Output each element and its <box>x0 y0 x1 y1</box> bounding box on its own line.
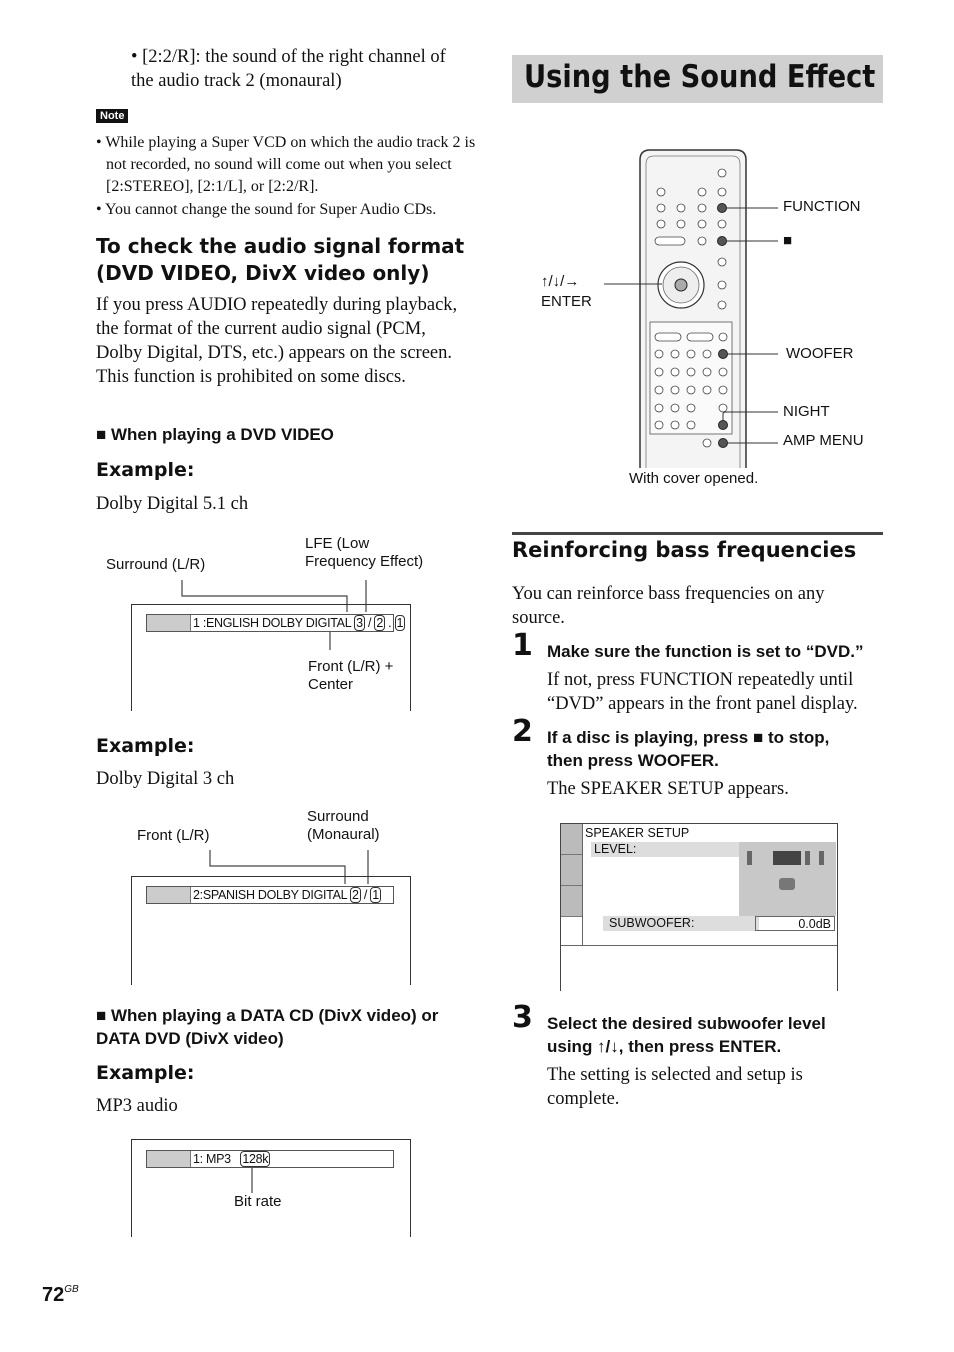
label-amp-menu: AMP MENU <box>783 432 864 449</box>
step-title-3: Select the desired subwoofer level using ↑/↓, then press ENTER. <box>547 1014 826 1056</box>
section-heading: Reinforcing bass frequencies <box>512 538 857 562</box>
step-title-2: If a disc is playing, press ■ to stop, then press WOOFER. <box>547 728 830 770</box>
speaker-diagram <box>739 842 836 916</box>
label-bit-rate: Bit rate <box>234 1193 282 1210</box>
example-caption-1: Dolby Digital 5.1 ch <box>96 494 249 514</box>
remote-caption: With cover opened. <box>629 470 759 487</box>
label-surround-lr: Surround (L/R) <box>106 556 206 573</box>
osd-text-1: 1 :ENGLISH DOLBY DIGITAL 3 / 2 . 1 <box>193 616 404 630</box>
section-rule <box>512 532 883 535</box>
subheading-data-cd: ■ When playing a DATA CD (DivX video) or DATA DVD (DivX video) <box>96 1006 439 1048</box>
menu-icon-strip <box>561 824 583 945</box>
paragraph-audio: If you press AUDIO repeatedly during playback, the format of the current audio signal (PCM, Dolby Digital, DTS, etc.) appears on the screen. This function is prohibited on some discs. <box>96 295 458 387</box>
note-badge: Note <box>96 109 128 123</box>
step-body-2: The SPEAKER SETUP appears. <box>547 779 789 799</box>
intro-text: You can reinforce bass frequencies on any source. <box>512 584 825 628</box>
bitrate-value: 128k <box>242 1152 269 1166</box>
label-lfe: LFE (Low Frequency Effect) <box>305 535 424 570</box>
note-item-super-audio: • You cannot change the sound for Super Audio CDs. <box>96 201 437 218</box>
subwoofer-row: SUBWOOFER: <box>603 916 759 931</box>
subwoofer-value: 0.0dB <box>755 916 835 931</box>
page-title: Using the Sound Effect <box>524 59 876 95</box>
step-number-3: 3 <box>512 1000 533 1035</box>
step-number-2: 2 <box>512 714 533 749</box>
label-woofer: WOOFER <box>786 345 854 362</box>
level-row: LEVEL: <box>591 842 742 857</box>
label-front-lr: Front (L/R) <box>137 827 210 844</box>
example-label-2: Example: <box>96 735 195 757</box>
label-function: FUNCTION <box>783 198 861 215</box>
example-label-3: Example: <box>96 1062 195 1084</box>
osd-text-2: 2:SPANISH DOLBY DIGITAL 2 / 1 <box>193 888 379 902</box>
note-item-super-vcd: • While playing a Super VCD on which the audio track 2 is not recorded, no sound will come out when you select [2:STEREO], [2:1/L], or [2:2/R]. <box>96 134 476 195</box>
label-arrows: ↑/↓/→ <box>541 273 580 290</box>
label-night: NIGHT <box>783 403 830 420</box>
speaker-setup-screen <box>560 823 838 991</box>
example-caption-3: MP3 audio <box>96 1096 178 1116</box>
label-front-center: Front (L/R) + Center <box>308 658 394 693</box>
speaker-setup-title: SPEAKER SETUP <box>585 826 690 840</box>
osd-text-3: 1: MP3 128k <box>193 1152 269 1166</box>
step-body-1: If not, press FUNCTION repeatedly until “DVD” appears in the front panel display. <box>547 670 858 714</box>
step-number-1: 1 <box>512 628 533 663</box>
example-label-1: Example: <box>96 459 195 481</box>
subheading-dvd-video: ■ When playing a DVD VIDEO <box>96 425 334 444</box>
page-number: $72^{GB}$ <box>42 1284 79 1306</box>
label-enter: ENTER <box>541 293 592 310</box>
label-stop: ■ <box>783 232 793 249</box>
step-body-3: The setting is selected and setup is complete. <box>547 1065 803 1109</box>
bullet-right-channel: • [2:2/R]: the sound of the right channel of the audio track 2 (monaural) <box>131 47 446 91</box>
label-surround-monaural: Surround (Monaural) <box>307 808 380 843</box>
example-caption-2: Dolby Digital 3 ch <box>96 769 235 789</box>
step-title-1: Make sure the function is set to “DVD.” <box>547 642 864 661</box>
heading-audio-format: To check the audio signal format (DVD VIDEO, DivX video only) <box>96 234 465 285</box>
